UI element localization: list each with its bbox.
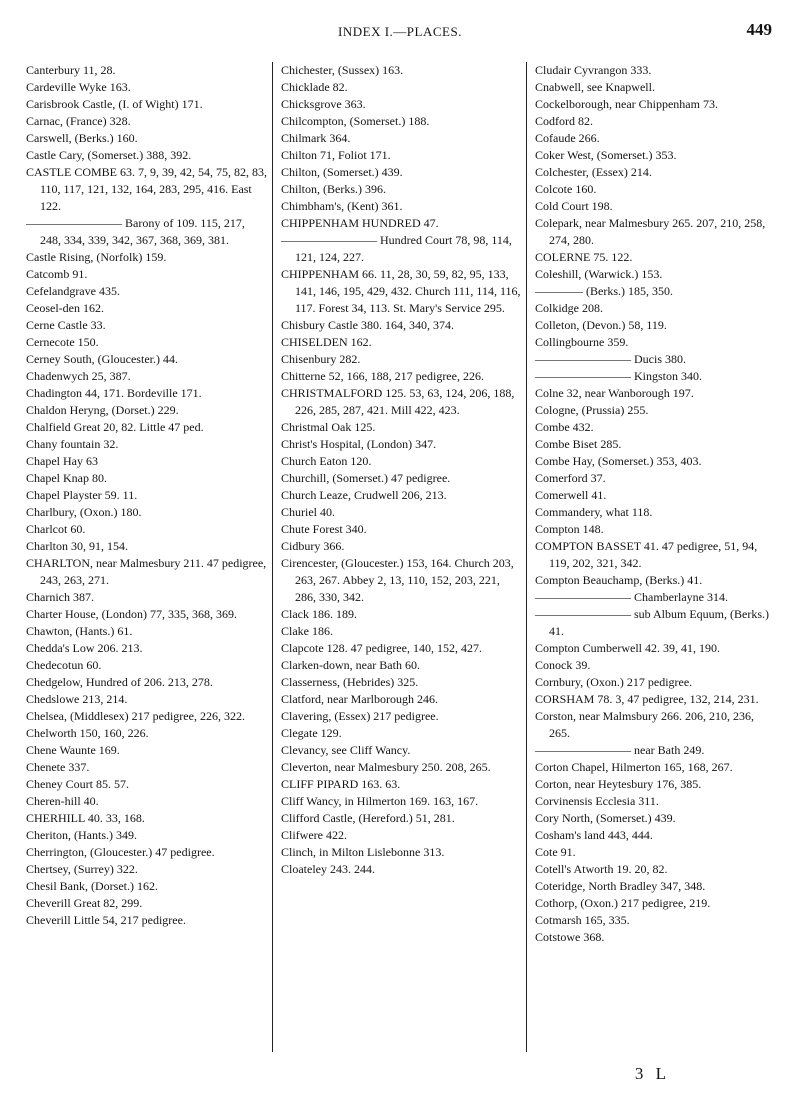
index-entry: Corvinensis Ecclesia 311. xyxy=(535,794,659,808)
index-entry: Chisbury Castle 380. 164, 340, 374. xyxy=(281,318,454,332)
index-entry: CHIPPENHAM HUNDRED 47. xyxy=(281,216,439,230)
index-entry: COLERNE 75. 122. xyxy=(535,250,633,264)
index-entry: Churiel 40. xyxy=(281,505,335,519)
index-entry: Chesil Bank, (Dorset.) 162. xyxy=(26,879,158,893)
index-entry: Clack 186. 189. xyxy=(281,607,357,621)
index-entry: Cold Court 198. xyxy=(535,199,613,213)
index-entry: Chadington 44, 171. Bordeville 171. xyxy=(26,386,202,400)
index-entry: Ceosel-den 162. xyxy=(26,301,104,315)
index-entry: Cornbury, (Oxon.) 217 pedigree. xyxy=(535,675,693,689)
index-entry: Cludair Cyvrangon 333. xyxy=(535,63,652,77)
index-entry: Chute Forest 340. xyxy=(281,522,367,536)
index-entry: Collingbourne 359. xyxy=(535,335,629,349)
index-entry: CHIPPENHAM 66. 11, 28, 30, 59, 82, 95, 133, 141, 146, 195, 429, 432. Church 111, 114, 116, 117. Forest 34, 113. St. Mary's Service 295. xyxy=(281,267,521,315)
index-entry: Colcote 160. xyxy=(535,182,597,196)
index-entry: Chisenbury 282. xyxy=(281,352,361,366)
index-entry: ———————— Barony of 109. 115, 217, 248, 334, 339, 342, 367, 368, 369, 381. xyxy=(26,216,245,247)
index-entry: Colleton, (Devon.) 58, 119. xyxy=(535,318,667,332)
index-entry: Chertsey, (Surrey) 322. xyxy=(26,862,138,876)
index-entry: CORSHAM 78. 3, 47 pedigree, 132, 214, 231. xyxy=(535,692,759,706)
index-entry: Cirencester, (Gloucester.) 153, 164. Church 203, 263, 267. Abbey 2, 13, 110, 152, 203, 221, 286, 330, 342. xyxy=(281,556,514,604)
index-entry: Chedslowe 213, 214. xyxy=(26,692,128,706)
index-entry: Colepark, near Malmesbury 265. 207, 210, 258, 274, 280. xyxy=(535,216,766,247)
index-entry: Chedecotun 60. xyxy=(26,658,102,672)
index-entry: Chimbham's, (Kent) 361. xyxy=(281,199,403,213)
index-entry: Chilton 71, Foliot 171. xyxy=(281,148,391,162)
index-entry: Chicksgrove 363. xyxy=(281,97,366,111)
index-entry: Clinch, in Milton Lislebonne 313. xyxy=(281,845,445,859)
index-entry: Clegate 129. xyxy=(281,726,342,740)
index-entry: Charlton 30, 91, 154. xyxy=(26,539,128,553)
index-entry: Compton Beauchamp, (Berks.) 41. xyxy=(535,573,703,587)
index-entry: ———————— near Bath 249. xyxy=(535,743,705,757)
index-entry: Chenete 337. xyxy=(26,760,90,774)
index-entry: Classerness, (Hebrides) 325. xyxy=(281,675,419,689)
index-entry: Chawton, (Hants.) 61. xyxy=(26,624,133,638)
index-entry: Clake 186. xyxy=(281,624,333,638)
index-entry: COMPTON BASSET 41. 47 pedigree, 51, 94, 119, 202, 321, 342. xyxy=(535,539,758,570)
index-entry: Combe Biset 285. xyxy=(535,437,622,451)
index-entry: Colkidge 208. xyxy=(535,301,603,315)
index-entry: Chedgelow, Hundred of 206. 213, 278. xyxy=(26,675,213,689)
index-entry: Church Leaze, Crudwell 206, 213. xyxy=(281,488,447,502)
index-entry: Churchill, (Somerset.) 47 pedigree. xyxy=(281,471,451,485)
index-entry: Clifwere 422. xyxy=(281,828,347,842)
index-entry: Cologne, (Prussia) 255. xyxy=(535,403,649,417)
index-entry: Cheren-hill 40. xyxy=(26,794,99,808)
index-entry: Commandery, what 118. xyxy=(535,505,653,519)
index-entry: Cerne Castle 33. xyxy=(26,318,106,332)
index-entry: Chitterne 52, 166, 188, 217 pedigree, 226. xyxy=(281,369,484,383)
index-entry: Chicklade 82. xyxy=(281,80,348,94)
index-entry: Colne 32, near Wanborough 197. xyxy=(535,386,694,400)
index-entry: ———————— Chamberlayne 314. xyxy=(535,590,728,604)
index-columns xyxy=(26,62,774,1052)
index-entry: CHISELDEN 162. xyxy=(281,335,372,349)
running-head: INDEX I.—PLACES. xyxy=(338,24,462,39)
index-entry: Clatford, near Marlborough 246. xyxy=(281,692,438,706)
index-entry: Cardeville Wyke 163. xyxy=(26,80,131,94)
index-entry: Christmal Oak 125. xyxy=(281,420,376,434)
index-entry: Chilmark 364. xyxy=(281,131,351,145)
index-entry: CHARLTON, near Malmesbury 211. 47 pedigree, 243, 263, 271. xyxy=(26,556,267,587)
index-entry: Carisbrook Castle, (I. of Wight) 171. xyxy=(26,97,203,111)
index-entry: Cheverill Little 54, 217 pedigree. xyxy=(26,913,186,927)
index-entry: Chichester, (Sussex) 163. xyxy=(281,63,404,77)
index-entry: Cernecote 150. xyxy=(26,335,99,349)
index-entry: Christ's Hospital, (London) 347. xyxy=(281,437,437,451)
index-entry: Chelsea, (Middlesex) 217 pedigree, 226, 322. xyxy=(26,709,245,723)
index-entry: ———————— Hundred Court 78, 98, 114, 121, 124, 227. xyxy=(281,233,512,264)
index-entry: CHRISTMALFORD 125. 53, 63, 124, 206, 188, 226, 285, 287, 421. Mill 422, 423. xyxy=(281,386,515,417)
index-entry: Cofaude 266. xyxy=(535,131,600,145)
index-entry: Cory North, (Somerset.) 439. xyxy=(535,811,676,825)
index-entry: Cotstowe 368. xyxy=(535,930,605,944)
index-entry: Cherrington, (Gloucester.) 47 pedigree. xyxy=(26,845,215,859)
index-entry: Coteridge, North Bradley 347, 348. xyxy=(535,879,706,893)
index-entry: Cosham's land 443, 444. xyxy=(535,828,653,842)
index-entry: Clarken-down, near Bath 60. xyxy=(281,658,420,672)
index-entry: Compton 148. xyxy=(535,522,604,536)
index-entry: Conock 39. xyxy=(535,658,591,672)
index-entry: Canterbury 11, 28. xyxy=(26,63,116,77)
index-entry: Corston, near Malmsbury 266. 206, 210, 236, 265. xyxy=(535,709,754,740)
index-entry: Chadenwych 25, 387. xyxy=(26,369,131,383)
index-entry: Clapcote 128. 47 pedigree, 140, 152, 427. xyxy=(281,641,482,655)
index-column-3 xyxy=(526,62,774,1052)
page-number: 449 xyxy=(746,20,772,39)
index-entry: Cheriton, (Hants.) 349. xyxy=(26,828,137,842)
index-entry: Cheverill Great 82, 299. xyxy=(26,896,143,910)
index-entry: Cleverton, near Malmesbury 250. 208, 265. xyxy=(281,760,491,774)
index-entry: Charlbury, (Oxon.) 180. xyxy=(26,505,142,519)
index-entry: Carnac, (France) 328. xyxy=(26,114,131,128)
index-entry: Chelworth 150, 160, 226. xyxy=(26,726,149,740)
index-entry: Chedda's Low 206. 213. xyxy=(26,641,143,655)
index-entry: Cockelborough, near Chippenham 73. xyxy=(535,97,718,111)
index-entry: Codford 82. xyxy=(535,114,593,128)
index-entry: Castle Cary, (Somerset.) 388, 392. xyxy=(26,148,192,162)
index-entry: Church Eaton 120. xyxy=(281,454,372,468)
index-entry: Cotell's Atworth 19. 20, 82. xyxy=(535,862,668,876)
index-entry: Comerwell 41. xyxy=(535,488,607,502)
index-entry: Chilton, (Berks.) 396. xyxy=(281,182,386,196)
index-entry: Castle Rising, (Norfolk) 159. xyxy=(26,250,167,264)
index-entry: Chapel Knap 80. xyxy=(26,471,107,485)
index-entry: Corton, near Heytesbury 176, 385. xyxy=(535,777,702,791)
index-entry: Coleshill, (Warwick.) 153. xyxy=(535,267,663,281)
index-entry: Chilton, (Somerset.) 439. xyxy=(281,165,403,179)
index-entry: Comerford 37. xyxy=(535,471,606,485)
index-entry: Chalfield Great 20, 82. Little 47 ped. xyxy=(26,420,204,434)
index-entry: Cidbury 366. xyxy=(281,539,345,553)
index-entry: Chaldon Heryng, (Dorset.) 229. xyxy=(26,403,179,417)
index-entry: Compton Cumberwell 42. 39, 41, 190. xyxy=(535,641,720,655)
index-entry: Clavering, (Essex) 217 pedigree. xyxy=(281,709,439,723)
index-entry: ———————— Kingston 340. xyxy=(535,369,703,383)
index-entry: Chene Waunte 169. xyxy=(26,743,120,757)
index-entry: Combe 432. xyxy=(535,420,594,434)
index-entry: CASTLE COMBE 63. 7, 9, 39, 42, 54, 75, 82, 83, 110, 117, 121, 132, 164, 283, 295, 416. East 122. xyxy=(26,165,268,213)
index-entry: Cheney Court 85. 57. xyxy=(26,777,129,791)
index-entry: Cothorp, (Oxon.) 217 pedigree, 219. xyxy=(535,896,711,910)
signature-mark: 3 L xyxy=(634,1064,670,1083)
index-entry: Catcomb 91. xyxy=(26,267,88,281)
index-entry: Charlcot 60. xyxy=(26,522,86,536)
index-entry: Chapel Playster 59. 11. xyxy=(26,488,138,502)
page-header xyxy=(26,20,774,46)
index-entry: Cotmarsh 165, 335. xyxy=(535,913,630,927)
index-entry: Cnabwell, see Knapwell. xyxy=(535,80,655,94)
index-entry: Cliff Wancy, in Hilmerton 169. 163, 167. xyxy=(281,794,479,808)
index-entry: Cloateley 243. 244. xyxy=(281,862,375,876)
index-entry: Charnich 387. xyxy=(26,590,94,604)
index-entry: Cefelandgrave 435. xyxy=(26,284,120,298)
index-entry: Chapel Hay 63 xyxy=(26,454,98,468)
index-entry: Chilcompton, (Somerset.) 188. xyxy=(281,114,430,128)
index-entry: Carswell, (Berks.) 160. xyxy=(26,131,138,145)
index-entry: Combe Hay, (Somerset.) 353, 403. xyxy=(535,454,702,468)
index-column-2 xyxy=(272,62,526,1052)
index-entry: Corton Chapel, Hilmerton 165, 168, 267. xyxy=(535,760,733,774)
index-entry: Cote 91. xyxy=(535,845,576,859)
index-entry: ———— (Berks.) 185, 350. xyxy=(535,284,673,298)
index-entry: Clevancy, see Cliff Wancy. xyxy=(281,743,411,757)
index-entry: ———————— Ducis 380. xyxy=(535,352,686,366)
index-entry: ———————— sub Album Equum, (Berks.) 41. xyxy=(535,607,769,638)
index-entry: CHERHILL 40. 33, 168. xyxy=(26,811,145,825)
index-entry: Clifford Castle, (Hereford.) 51, 281. xyxy=(281,811,455,825)
index-column-1 xyxy=(26,62,272,1052)
index-entry: Charter House, (London) 77, 335, 368, 369. xyxy=(26,607,237,621)
index-entry: Colchester, (Essex) 214. xyxy=(535,165,652,179)
index-entry: Chany fountain 32. xyxy=(26,437,119,451)
index-entry: Cerney South, (Gloucester.) 44. xyxy=(26,352,178,366)
index-entry: CLIFF PIPARD 163. 63. xyxy=(281,777,401,791)
index-entry: Coker West, (Somerset.) 353. xyxy=(535,148,677,162)
